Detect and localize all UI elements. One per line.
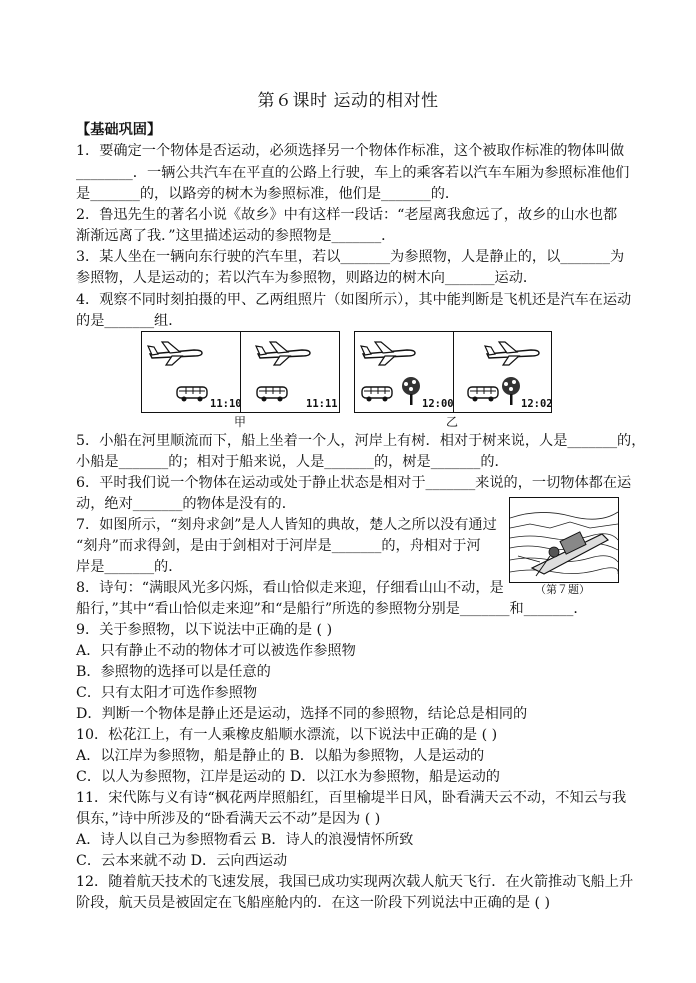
bus-icon <box>467 384 501 404</box>
bus-icon <box>176 384 210 404</box>
text-line: 船行，”其中“看山恰似走来迎”和“是船行”所选的参照物分别是_______和_______． <box>76 601 588 617</box>
text-line: 阶段，航天员是被固定在飞船座舱内的．在这一阶段下列说法中正确的是 ( ) <box>76 895 551 911</box>
text-line: 11．宋代陈与义有诗“枫花两岸照船红，百里榆堤半日风，卧看满天云不动，不知云与我 <box>76 790 627 806</box>
text-line: 的是_______组． <box>76 313 183 329</box>
photo-group-yi <box>354 331 552 413</box>
option-line: A．以江岸为参照物，船是静止的 B．以船为参照物，人是运动的 <box>76 748 485 764</box>
text-line: 8．诗句：“满眼风光多闪烁，看山恰似走来迎，仔细看山山不动，是 <box>76 580 504 596</box>
option-line: C．只有太阳才可选作参照物 <box>76 685 258 701</box>
text-line: 9．关于参照物，以下说法中正确的是 ( ) <box>76 622 333 638</box>
airplane-icon <box>146 338 206 368</box>
option-line: A．诗人以自己为参照物看云 B．诗人的浪漫情怀所致 <box>76 832 414 848</box>
text-line: 1．要确定一个物体是否运动，必须选择另一个物体作标准，这个被取作标准的物体叫做 <box>76 143 625 159</box>
text-line: 渐渐远离了我．”这里描述运动的参照物是_______． <box>76 228 396 244</box>
bus-icon <box>256 384 290 404</box>
text-line: 3．某人坐在一辆向东行驶的汽车里，若以_______为参照物，人是静止的，以_______为 <box>76 249 625 265</box>
tree-icon <box>499 376 523 406</box>
photo-group-jia <box>141 331 340 413</box>
option-line: C．以人为参照物，江岸是运动的 D．以江水为参照物，船是运动的 <box>76 769 500 785</box>
text-line: 4．观察不同时刻拍摄的甲、乙两组照片（如图所示），其中能判断是飞机还是汽车在运动 <box>76 292 632 308</box>
airplane-icon <box>483 338 543 368</box>
text-line: 6．平时我们说一个物体在运动或处于静止状态是相对于_______来说的，一切物体都在运 <box>76 475 632 491</box>
text-line: 5．小船在河里顺流而下，船上坐着一个人，河岸上有树．相对于树来说，人是_______的， <box>76 433 646 449</box>
text-line: 小船是_______的；相对于船来说，人是_______的，树是_______的． <box>76 454 509 470</box>
text-line: ________．一辆公共汽车在平直的公路上行驶，车上的乘客若以汽车车厢为参照标准他们 <box>76 165 630 181</box>
boat-scene-icon <box>510 498 618 582</box>
text-line: 参照物，人是运动的；若以汽车为参照物，则路边的树木向_______运动． <box>76 270 538 286</box>
option-line: A．只有静止不动的物体才可以被选作参照物 <box>76 643 356 659</box>
text-line: “刻舟”而求得剑，是由于剑相对于河岸是_______的，舟相对于河 <box>76 538 481 554</box>
timestamp: 11:11 <box>306 398 338 410</box>
text-line: 12．随着航天技术的飞速发展，我国已成功实现两次载人航天飞行．在火箭推动飞船上升 <box>76 874 634 890</box>
option-line: D．判断一个物体是静止还是运动，选择不同的参照物，结论总是相同的 <box>76 706 528 722</box>
option-line: B．参照物的选择可以是任意的 <box>76 664 271 680</box>
text-line: 7．如图所示，“刻舟求剑”是人人皆知的典故，楚人之所以没有通过 <box>76 517 497 533</box>
figure-label-jia: 甲 <box>234 415 247 429</box>
airplane-icon <box>359 338 419 368</box>
page-title: 第６课时 运动的相对性 <box>257 91 439 111</box>
text-line: 是_______的，以路旁的树木为参照标准，他们是_______的． <box>76 186 460 202</box>
option-line: C．云本来就不动 D．云向西运动 <box>76 853 288 869</box>
timestamp: 12:02 <box>521 398 553 410</box>
timestamp: 11:10 <box>210 398 242 410</box>
figure-label-yi: 乙 <box>446 415 459 429</box>
airplane-icon <box>254 338 314 368</box>
text-line: 动，绝对_______的物体是没有的． <box>76 496 296 512</box>
text-line: 2．鲁迅先生的著名小说《故乡》中有这样一段话：“老屋离我愈远了，故乡的山水也都 <box>76 207 618 223</box>
timestamp: 12:00 <box>422 398 454 410</box>
bus-icon <box>361 384 395 404</box>
tree-icon <box>399 376 423 406</box>
text-line: 10．松花江上，有一人乘橡皮船顺水漂流，以下说法中正确的是 ( ) <box>76 727 498 743</box>
figure-7-caption: （第７题） <box>535 583 590 596</box>
text-line: 俱东，”诗中所涉及的“卧看满天云不动”是因为 ( ) <box>76 811 381 827</box>
section-heading: 【基础巩固】 <box>76 122 162 138</box>
boat-illustration <box>509 497 619 583</box>
text-line: 岸是_______的． <box>76 559 183 575</box>
